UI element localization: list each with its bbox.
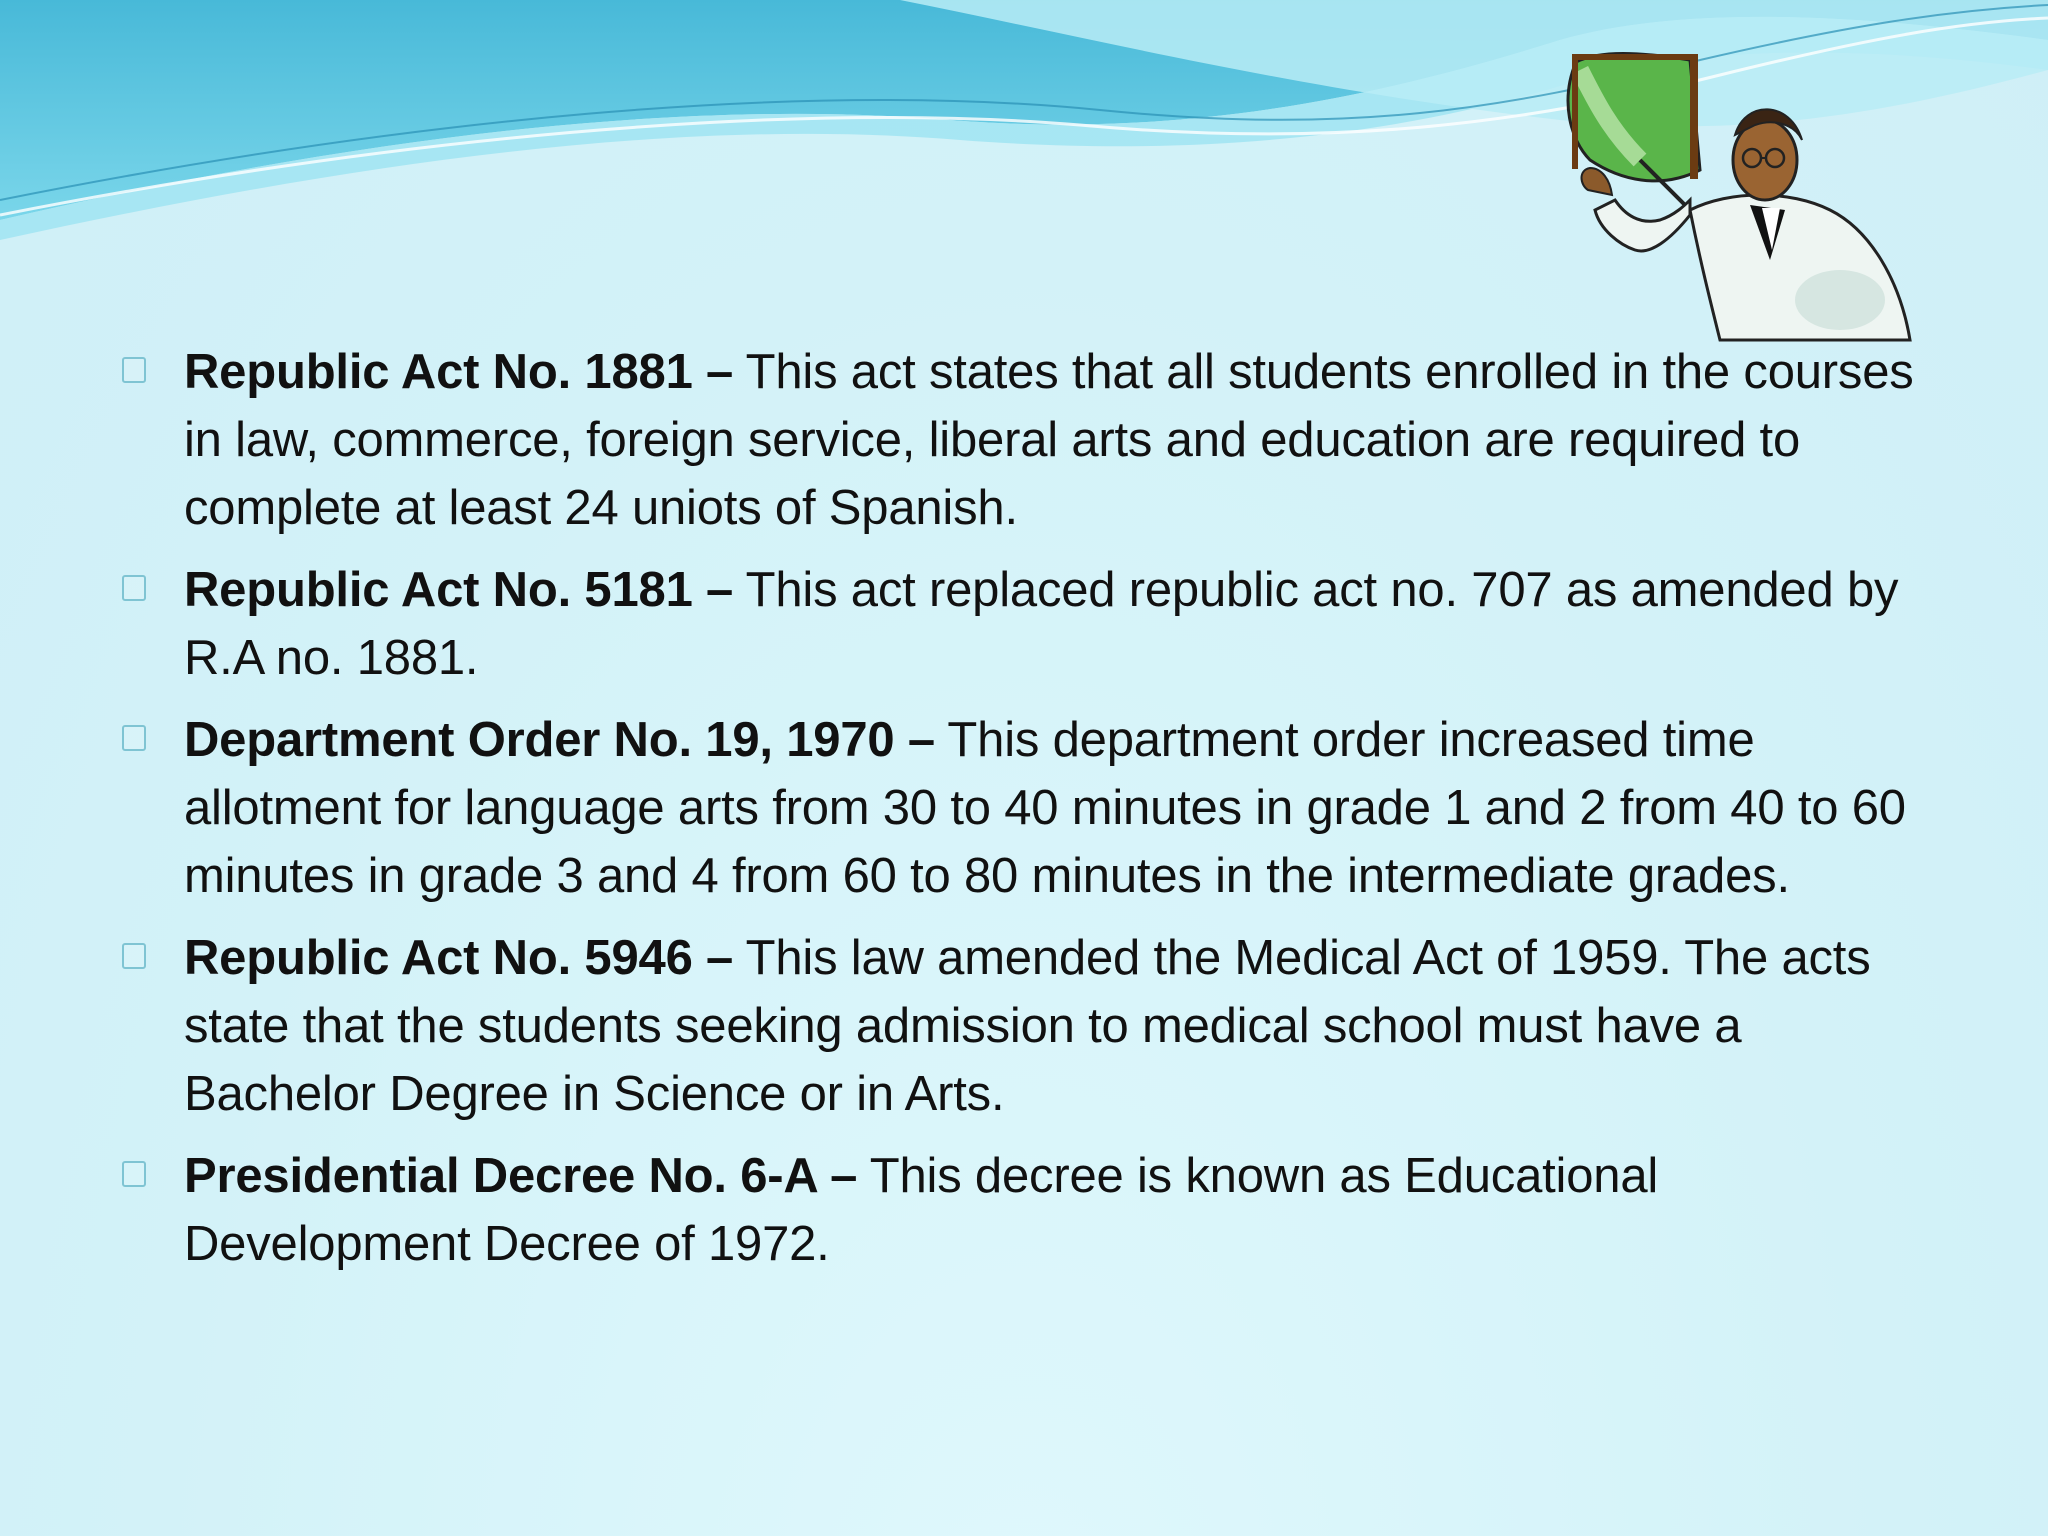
list-item bbox=[122, 556, 1942, 692]
list-item-body: This act states that all students enrolled in the courses in law, commerce, foreign service, liberal arts and education are required to complete at least 24 uniots of Spanish. bbox=[184, 345, 1914, 535]
list-item-body: This decree is known as Educational Development Decree of 1972. bbox=[184, 1149, 1659, 1271]
list-item-text bbox=[184, 706, 1942, 910]
bullet-square-icon bbox=[122, 924, 184, 988]
list-item-text bbox=[184, 338, 1942, 542]
list-item-text bbox=[184, 556, 1942, 692]
list-item-heading: Republic Act No. 5181 – bbox=[184, 563, 734, 617]
list-item-body: This law amended the Medical Act of 1959. The acts state that the students seeking admission to medical school must have a Bachelor Degree in Science or in Arts. bbox=[184, 931, 1871, 1121]
list-item-heading: Presidential Decree No. 6-A – bbox=[184, 1149, 858, 1203]
list-item bbox=[122, 1142, 1942, 1278]
list-item-text bbox=[184, 924, 1942, 1128]
list-item-heading: Department Order No. 19, 1970 – bbox=[184, 713, 935, 767]
list-item-text bbox=[184, 1142, 1942, 1278]
list-item-body: This act replaced republic act no. 707 as amended by R.A no. 1881. bbox=[184, 563, 1899, 685]
list-item-heading: Republic Act No. 5946 – bbox=[184, 931, 734, 985]
list-item-heading: Republic Act No. 1881 – bbox=[184, 345, 734, 399]
bullet-square-icon bbox=[122, 338, 184, 402]
list-item bbox=[122, 338, 1942, 542]
bullet-square-icon bbox=[122, 1142, 184, 1206]
list-item-body: This department order increased time allotment for language arts from 30 to 40 minutes in grade 1 and 2 from 40 to 60 minutes in grade 3 and 4 from 60 to 80 minutes in the intermediate grades. bbox=[184, 713, 1906, 903]
bullet-square-icon bbox=[122, 556, 184, 620]
bullet-square-icon bbox=[122, 706, 184, 770]
list-item bbox=[122, 924, 1942, 1128]
list-item bbox=[122, 706, 1942, 910]
teacher-illustration bbox=[1540, 40, 1920, 360]
bullet-list bbox=[122, 338, 1942, 1292]
